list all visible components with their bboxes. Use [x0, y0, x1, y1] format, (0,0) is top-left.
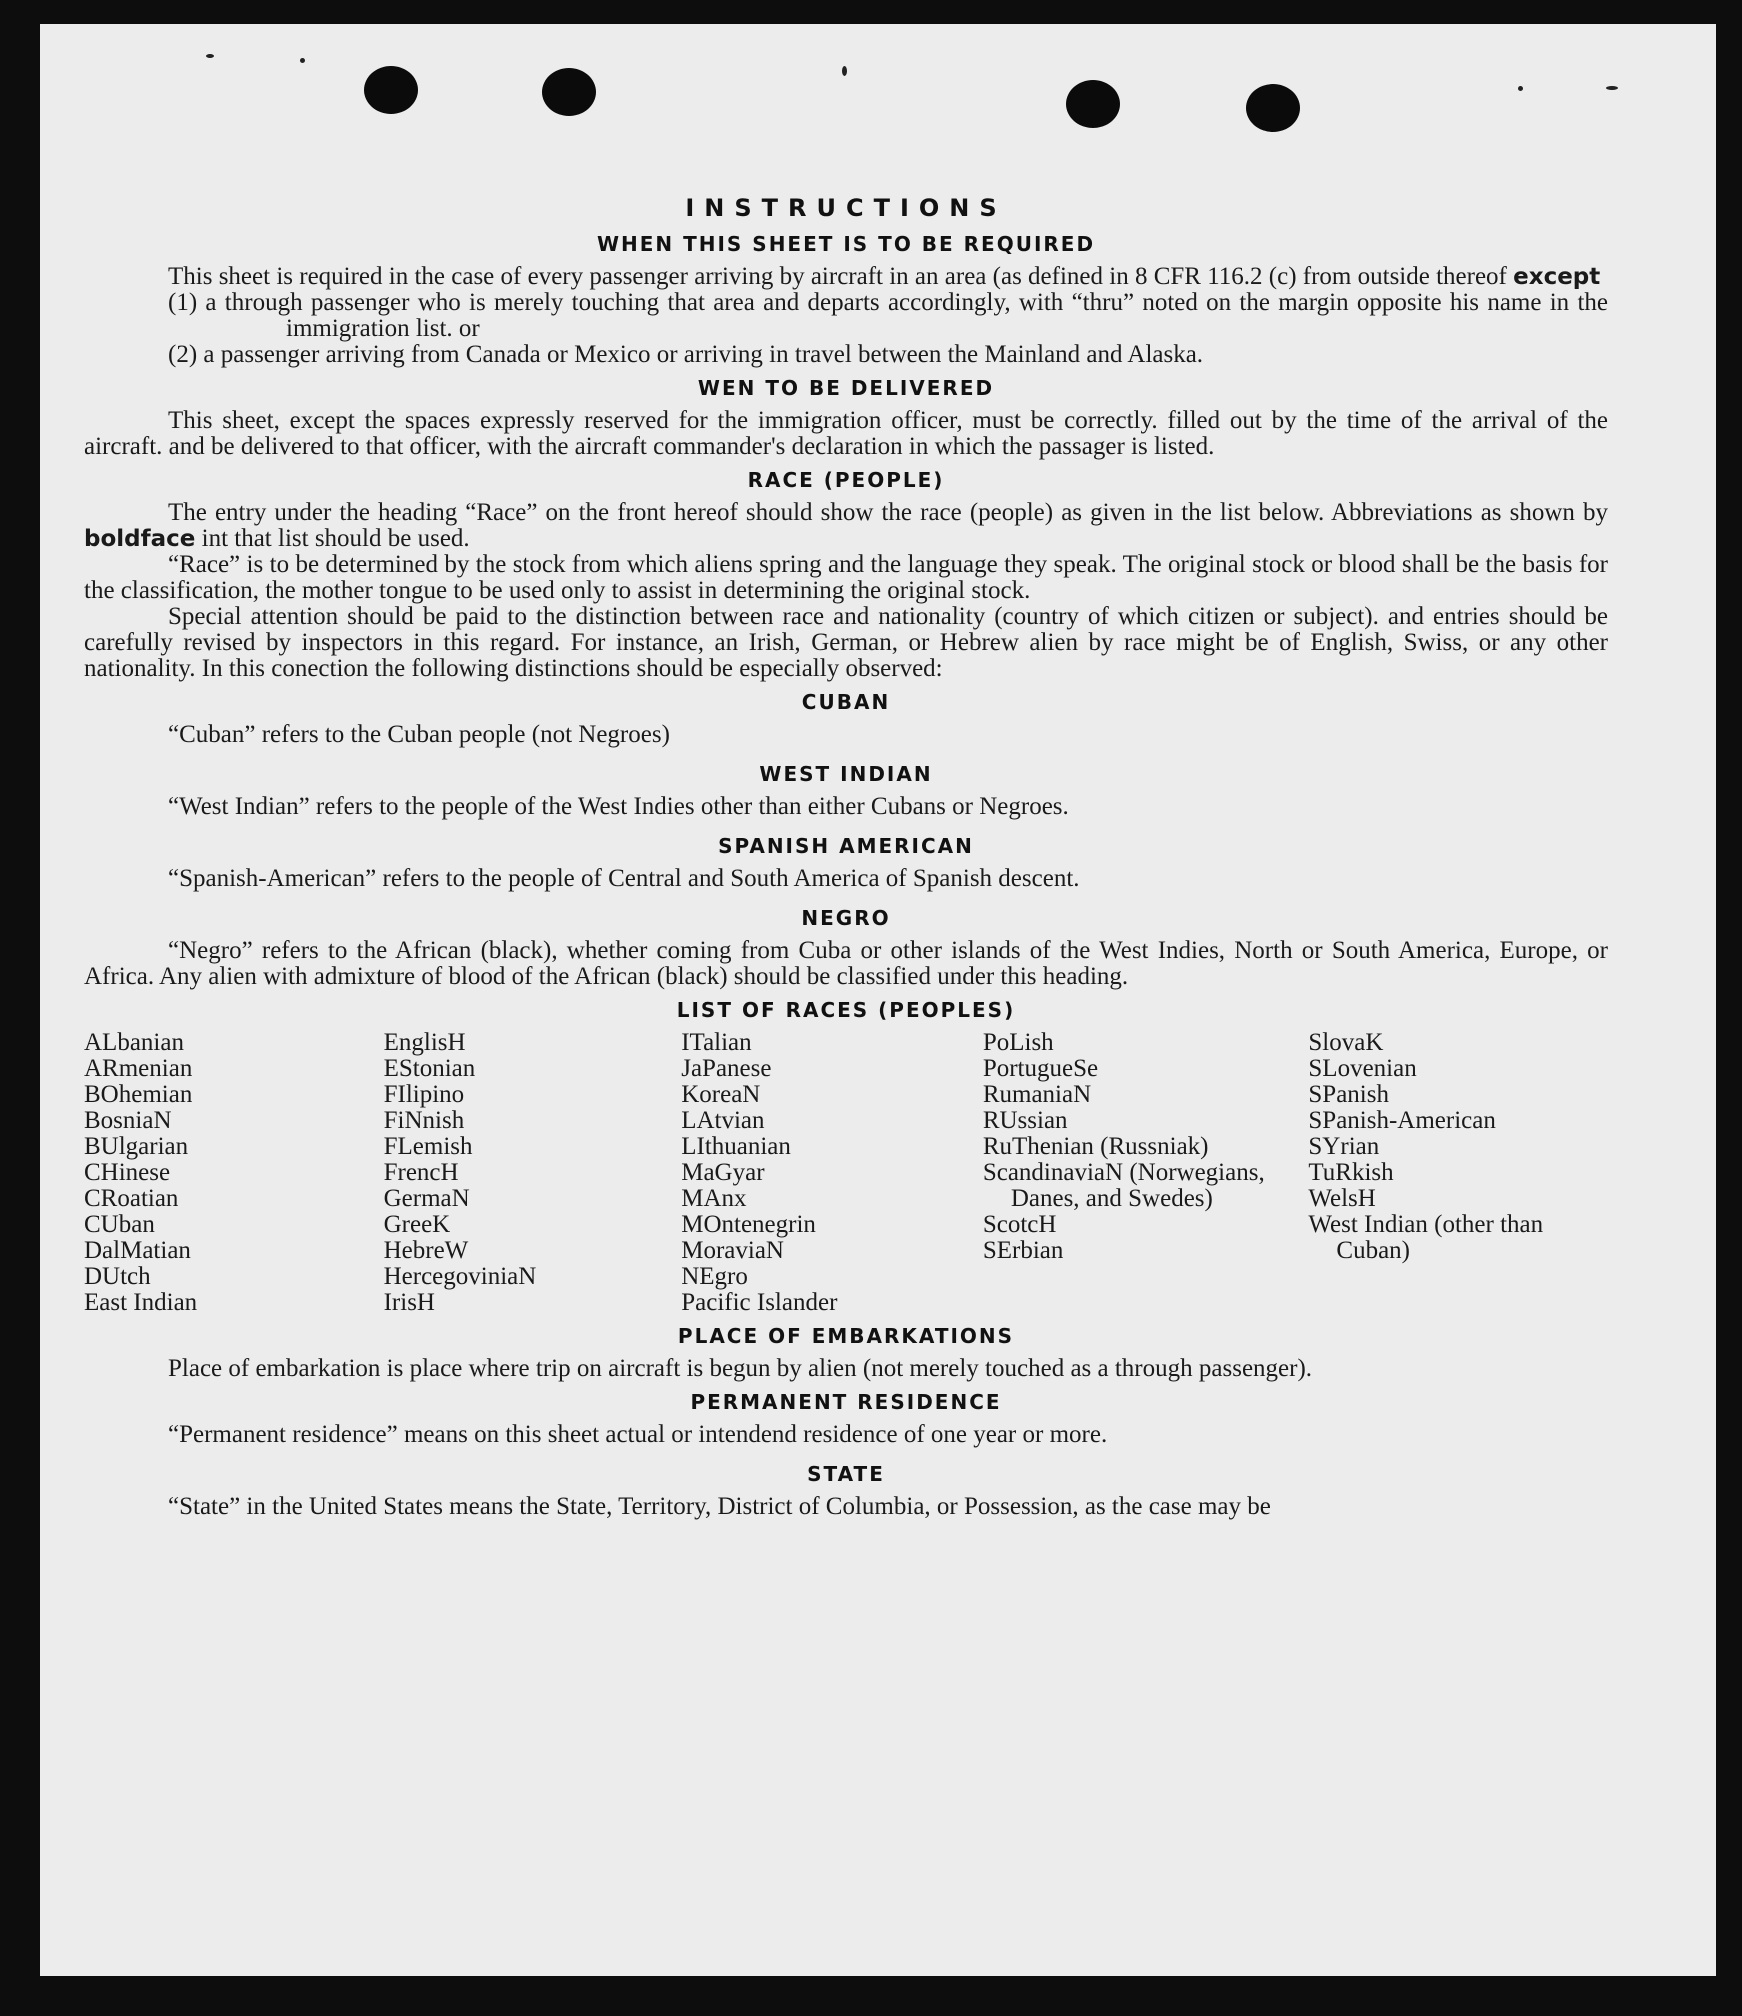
speck	[1606, 86, 1618, 90]
race-item: BOhemian	[84, 1081, 193, 1108]
race-item: DalMatian	[84, 1237, 191, 1264]
race-item: FLemish	[383, 1133, 473, 1160]
punch-hole	[1066, 80, 1120, 128]
race-item: GermaN	[383, 1185, 470, 1212]
race-paragraph-3: Special attention should be paid to the distinction between race and nationality (country of which citizen or subject). and entries should be carefully revised by inspectors in this regard. For instance, an Irish, German, or Hebrew alien by race might be of English, Swiss, or any other nationality. In this conection the following distinctions should be especially observed:	[84, 603, 1608, 682]
speck	[206, 54, 214, 58]
section-heading-negro: NEGRO	[801, 906, 891, 930]
section-heading-state: STATE	[807, 1462, 885, 1486]
punch-hole	[542, 68, 596, 116]
race-item: BosniaN	[84, 1107, 172, 1134]
section-heading-embarkation: PLACE OF EMBARKATIONS	[677, 1324, 1015, 1348]
race-item: CHinese	[84, 1159, 171, 1186]
race-item: MoraviaN	[681, 1237, 784, 1264]
page-title: INSTRUCTIONS	[685, 194, 1007, 222]
race-item: WelsH	[1308, 1185, 1376, 1212]
race-item: Pacific Islander	[681, 1289, 838, 1316]
race-item: LIthuanian	[681, 1133, 791, 1160]
section-heading-residence: PERMANENT RESIDENCE	[690, 1390, 1002, 1414]
race-item: FiNnish	[383, 1107, 465, 1134]
race-item: SlovaK	[1308, 1029, 1384, 1056]
residence-text: “Permanent residence” means on this sheet actual or intendend residence of one year or more.	[168, 1421, 1108, 1448]
race-item: ALbanian	[84, 1029, 184, 1056]
speck	[1518, 86, 1523, 91]
race-item: PortugueSe	[982, 1055, 1099, 1082]
boldface-word: boldface	[84, 526, 196, 552]
state-text: “State” in the United States means the State, Territory, District of Columbia, or Possession, as the case may be	[168, 1493, 1271, 1520]
delivered-text: This sheet, except the spaces expressly reserved for the immigration officer, must be correctly. filled out by the time of the arrival of the aircraft. and be delivered to that officer, with the aircraft commander's declaration in which the passager is listed.	[84, 407, 1608, 460]
instructions-content	[84, 164, 1608, 1520]
race-item: TuRkish	[1308, 1159, 1394, 1186]
negro-text: “Negro” refers to the African (black), whether coming from Cuba or other islands of the West Indies, North or South America, Europe, or Africa. Any alien with admixture of blood of the African (black) should be classified under this heading.	[84, 937, 1608, 990]
races-column-2	[384, 1030, 682, 1316]
required-item-1: (1) a through passenger who is merely touching that area and departs accordingly, with “thru” noted on the margin opposite his name in the immigration list. or	[168, 289, 1608, 342]
section-heading-list-of-races: LIST OF RACES (PEOPLES)	[676, 998, 1016, 1022]
race-item: EStonian	[383, 1055, 476, 1082]
race-item: EnglisH	[383, 1029, 466, 1056]
race-item: MAnx	[681, 1185, 747, 1212]
cuban-text: “Cuban” refers to the Cuban people (not Negroes)	[168, 721, 670, 748]
race-item: MOntenegrin	[681, 1211, 816, 1238]
race-item: MaGyar	[681, 1159, 765, 1186]
section-heading-west-indian: WEST INDIAN	[759, 762, 933, 786]
embarkation-text: Place of embarkation is place where trip on aircraft is begun by alien (not merely touched as a through passenger).	[168, 1355, 1313, 1382]
race-item: RuThenian (Russniak)	[982, 1133, 1209, 1160]
race-item: GreeK	[383, 1211, 451, 1238]
required-item-2: (2) a passenger arriving from Canada or Mexico or arriving in travel between the Mainland and Alaska.	[168, 341, 1204, 368]
section-heading-race: RACE (PEOPLE)	[747, 468, 945, 492]
race-item: IrisH	[383, 1289, 435, 1316]
race-item: FIlipino	[383, 1081, 465, 1108]
race-item: West Indian (other than Cuban)	[1308, 1211, 1544, 1264]
race-item: SLovenian	[1308, 1055, 1417, 1082]
section-heading-delivered: WEN TO BE DELIVERED	[697, 376, 995, 400]
race-item: RUssian	[982, 1107, 1068, 1134]
race-item: LAtvian	[681, 1107, 765, 1134]
race-item: DUtch	[84, 1263, 151, 1290]
races-list	[84, 1030, 1608, 1316]
race-item: HercegoviniaN	[383, 1263, 537, 1290]
race-item: NEgro	[681, 1263, 748, 1290]
race-paragraph-1: The entry under the heading “Race” on the front hereof should show the race (people) as given in the list below. Abbreviations as shown by boldface int that list should be used.	[84, 499, 1608, 552]
race-item: PoLish	[982, 1029, 1054, 1056]
speck	[842, 66, 847, 76]
spanish-american-text: “Spanish-American” refers to the people of Central and South America of Spanish descent.	[168, 865, 1080, 892]
races-column-1	[84, 1030, 384, 1316]
section-heading-required: WHEN THIS SHEET IS TO BE REQUIRED	[596, 232, 1096, 256]
section-heading-cuban: CUBAN	[801, 690, 891, 714]
punch-hole	[1246, 84, 1300, 132]
race-item: SErbian	[982, 1237, 1064, 1264]
race-item: BUlgarian	[84, 1133, 189, 1160]
race-item: SPanish-American	[1308, 1107, 1496, 1134]
race-item: East Indian	[84, 1289, 198, 1316]
race-item: ITalian	[681, 1029, 752, 1056]
punch-hole	[364, 66, 418, 114]
west-indian-text: “West Indian” refers to the people of the West Indies other than either Cubans or Negroes.	[168, 793, 1069, 820]
except-bold: except	[1513, 264, 1601, 290]
race-item: JaPanese	[681, 1055, 772, 1082]
required-text: This sheet is required in the case of every passenger arriving by aircraft in an area (as defined in 8 CFR 116.2 (c) from outside thereof except	[168, 263, 1601, 290]
race-item: SPanish	[1308, 1081, 1389, 1108]
race-item: FrencH	[383, 1159, 459, 1186]
races-column-3	[681, 1030, 983, 1316]
race-item: RumaniaN	[982, 1081, 1092, 1108]
race-item: ARmenian	[84, 1055, 193, 1082]
race-item: CUban	[84, 1211, 155, 1238]
races-column-5	[1308, 1030, 1608, 1316]
race-item: ScotcH	[982, 1211, 1057, 1238]
races-column-4	[983, 1030, 1309, 1316]
race-item: ScandinaviaN (Norwegians, Danes, and Swedes)	[982, 1159, 1265, 1212]
race-item: HebreW	[383, 1237, 469, 1264]
section-heading-spanish-american: SPANISH AMERICAN	[718, 834, 974, 858]
race-item: KoreaN	[681, 1081, 761, 1108]
race-item: CRoatian	[84, 1185, 179, 1212]
race-item: SYrian	[1308, 1133, 1380, 1160]
document-sheet	[40, 24, 1716, 1976]
speck	[300, 58, 305, 63]
race-paragraph-2: “Race” is to be determined by the stock from which aliens spring and the language they speak. The original stock or blood shall be the basis for the classification, the mother tongue to be used only to assist in determining the original stock.	[84, 551, 1608, 604]
